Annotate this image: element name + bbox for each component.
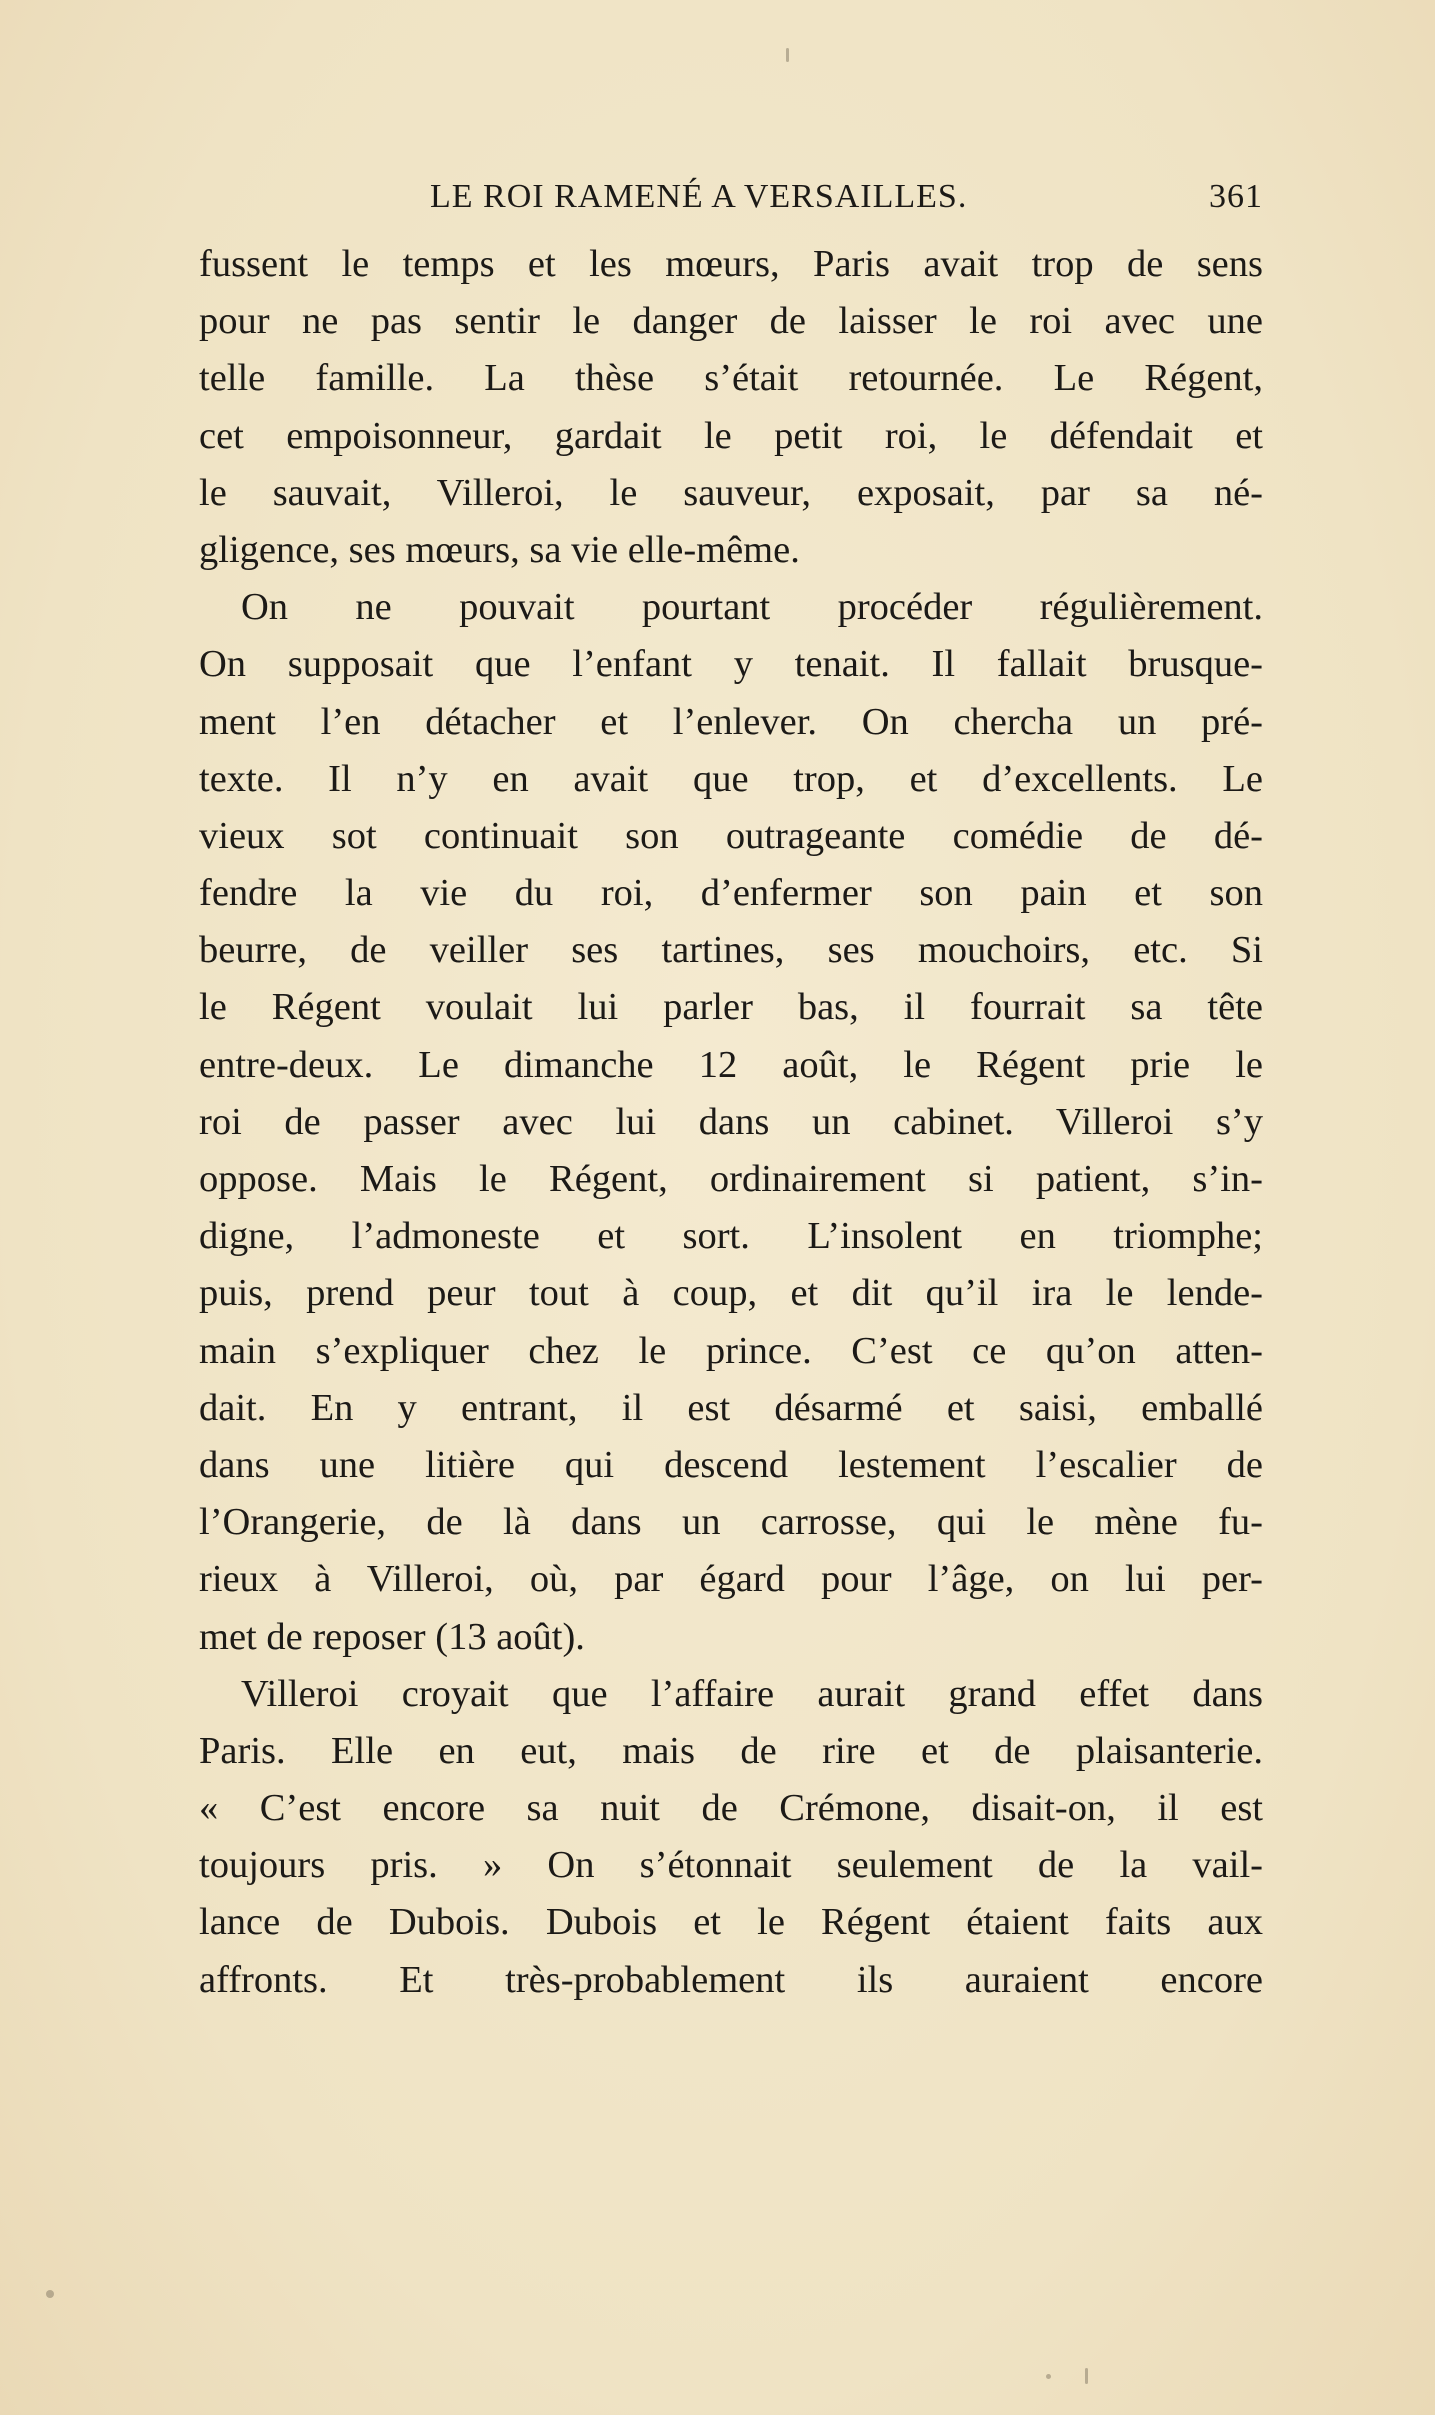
text-line: beurre, de veiller ses tartines, ses mouchoirs, etc. Si [199, 929, 1263, 972]
text-line: fussent le temps et les mœurs, Paris avait trop de sens [199, 243, 1263, 285]
text-line: texte. Il n’y en avait que trop, et d’excellents. Le [199, 757, 1263, 800]
running-head [200, 170, 1263, 222]
paper-speck [786, 48, 789, 62]
text-line: l’Orangerie, de là dans un carrosse, qui le mène fu- [199, 1501, 1263, 1544]
text-line: le sauvait, Villeroi, le sauveur, exposait, par sa né- [199, 471, 1263, 514]
text-line: puis, prend peur tout à coup, et dit qu’il ira le lende- [199, 1272, 1263, 1315]
text-line: fendre la vie du roi, d’enfermer son pain et son [199, 872, 1263, 915]
text-line: ment l’en détacher et l’enlever. On chercha un pré- [199, 700, 1263, 743]
text-line: met de reposer (13 août). [199, 1615, 585, 1658]
text-line: gligence, ses mœurs, sa vie elle-même. [199, 528, 800, 571]
running-head-title: LE ROI RAMENÉ A VERSAILLES. [430, 178, 968, 215]
text-line: cet empoisonneur, gardait le petit roi, le défendait et [199, 414, 1263, 457]
text-line: lance de Dubois. Dubois et le Régent étaient faits aux [199, 1901, 1263, 1944]
text-line: affronts. Et très-probablement ils auraient encore [199, 1958, 1263, 2001]
text-line: Paris. Elle en eut, mais de rire et de plaisanterie. [199, 1729, 1263, 1772]
page-number: 361 [1209, 178, 1263, 215]
text-line: « C’est encore sa nuit de Crémone, disait-on, il est [199, 1787, 1263, 1830]
paper-speck [1085, 2368, 1088, 2384]
text-line: On supposait que l’enfant y tenait. Il fallait brusque- [199, 643, 1263, 686]
paper-speck [46, 2290, 54, 2298]
text-line: telle famille. La thèse s’était retournée. Le Régent, [199, 357, 1263, 400]
text-line: oppose. Mais le Régent, ordinairement si patient, s’in- [199, 1158, 1263, 1200]
text-line: Villeroi croyait que l’affaire aurait grand effet dans [241, 1672, 1263, 1715]
text-line: roi de passer avec lui dans un cabinet. Villeroi s’y [199, 1100, 1263, 1143]
text-line: toujours pris. » On s’étonnait seulement de la vail- [199, 1844, 1263, 1887]
text-line: main s’expliquer chez le prince. C’est ce qu’on atten- [199, 1329, 1263, 1372]
text-line: vieux sot continuait son outrageante comédie de dé- [199, 814, 1263, 857]
text-line: pour ne pas sentir le danger de laisser le roi avec une [199, 300, 1263, 343]
paper-speck [1046, 2374, 1051, 2379]
text-line: dait. En y entrant, il est désarmé et saisi, emballé [199, 1386, 1263, 1429]
text-line: dans une litière qui descend lestement l’escalier de [199, 1443, 1263, 1486]
text-line: rieux à Villeroi, où, par égard pour l’âge, on lui per- [199, 1558, 1263, 1601]
text-line: On ne pouvait pourtant procéder régulièrement. [241, 586, 1263, 629]
text-line: digne, l’admoneste et sort. L’insolent en triomphe; [199, 1215, 1263, 1258]
text-line: le Régent voulait lui parler bas, il fourrait sa tête [199, 986, 1263, 1029]
text-line: entre-deux. Le dimanche 12 août, le Régent prie le [199, 1043, 1263, 1086]
body-text [199, 236, 1263, 2009]
